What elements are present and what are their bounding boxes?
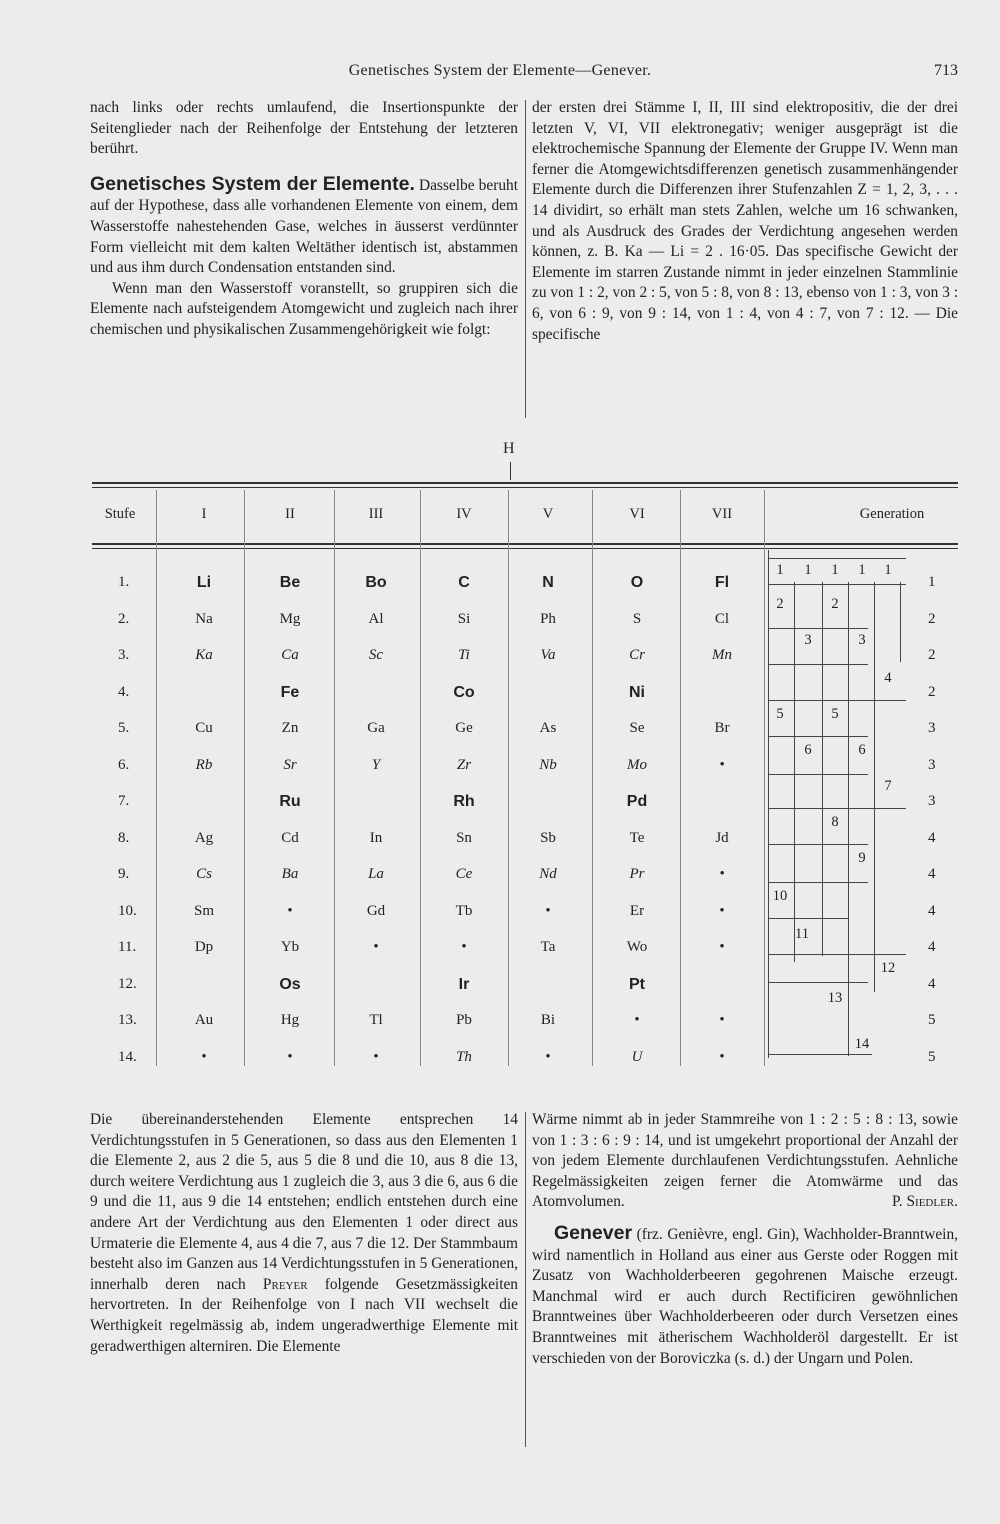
element-symbol: Sc: [368, 647, 384, 663]
element-symbol: Sm: [193, 902, 214, 919]
tree-number: 6: [804, 742, 812, 758]
element-symbol: Ca: [281, 647, 299, 663]
running-title: Genetisches System der Elemente—Genever.: [348, 62, 652, 79]
stufe-number: 4.: [118, 683, 130, 700]
stufe-number: 6.: [118, 756, 130, 773]
table-rule: [92, 487, 958, 488]
tree-number: 7: [884, 778, 892, 794]
element-symbol: Sr: [283, 756, 297, 773]
generation-number: 4: [928, 939, 936, 955]
element-symbol: Fe: [280, 683, 300, 701]
tree-line: [768, 808, 906, 809]
generation-number: 2: [928, 683, 936, 700]
element-symbol: •: [719, 1048, 725, 1065]
tree-number: 2: [831, 596, 839, 612]
element-symbol: Sb: [540, 829, 556, 846]
element-symbol: Nd: [539, 866, 557, 882]
stufe-number: 2.: [118, 610, 130, 627]
tree-number: 3: [858, 632, 866, 648]
tree-line: [768, 982, 868, 983]
stufe-number: 7.: [118, 793, 130, 809]
author-name: Preyer: [262, 1275, 308, 1293]
element-symbol: Ir: [458, 975, 470, 993]
element-symbol: Na: [195, 610, 213, 627]
generation-number: 5: [928, 1012, 936, 1028]
element-symbol: Cu: [195, 720, 213, 736]
tree-line: [768, 736, 868, 737]
element-symbol: •: [287, 1048, 293, 1065]
paragraph: [532, 1223, 958, 1369]
tree-line: [768, 558, 906, 559]
element-symbol: Ta: [540, 939, 556, 955]
tree-number: 3: [804, 632, 812, 648]
element-symbol: Ka: [195, 647, 213, 663]
tree-line: [768, 954, 906, 955]
element-symbol: Cs: [196, 866, 212, 882]
paragraph: der ersten drei Stämme I, II, III sind elektropositiv, die der drei letzten V, VI, VII elektronegativ; weniger ausgeprägt ist die elektrochemische Spannung der Elemente der Gruppe IV. Wenn man ferner die Atomgewichtsdifferenzen genetisch zusammenhängender Elemente durch die Differenzen ihrer Stufenzahlen Z = 1, 2, 3, . . . 14 dividirt, so erhält man stets Zahlen, welche um 16 schwanken, und als Ausdruck des Grades der Verdichtung angesehen werden können, z. B. Ka — Li = 2 . 16·05. Das specifische Gewicht der Elemente im starren Zustande nimmt in jeder einzelnen Stammlinie zu von 1 : 2, von 2 : 5, von 5 : 8, von 8 : 13, ebenso von 1 : 3, von 3 : 6, von 6 : 9, von 9 : 14, von 1 : 4, von 4 : 7, von 7 : 12. — Die specifische: [532, 99, 958, 343]
tree-number: 1: [884, 562, 892, 578]
element-symbol: Ge: [455, 720, 473, 736]
element-symbol: Cd: [281, 829, 299, 846]
column-header: V: [542, 506, 554, 522]
column-divider: [525, 100, 526, 418]
paragraph-text: Die übereinanderstehenden Elemente entsprechen 14 Verdichtungsstufen in 5 Generationen, so dass aus den Elementen 1 die Elemente 2, aus 2 die 5, aus 5 die 8 und die 10, aus 8 die 13, durch weitere Verdichtung aus 1 zugleich die 3, aus 3 die 6, aus 6 die 9 und die 11, aus 9 die 14 entstehen; endlich entstehen durch eine andere Art der Verdichtung aus den Elementen 1 oder direct aus Urmaterie die Elemente 4, aus 4 die 7, aus 7 die 12. Der Stammbaum besteht also im Ganzen aus 14 Verdichtungsstufen in 5 Generationen, innerhalb deren nach: [90, 1111, 518, 1293]
element-symbol: Cr: [629, 647, 645, 663]
column-divider: [525, 1112, 526, 1447]
element-symbol: Ti: [458, 647, 470, 663]
column-header: VI: [629, 506, 645, 522]
column-separator: [420, 490, 421, 1066]
right-column-top: [532, 98, 958, 345]
element-symbol: Os: [279, 975, 301, 993]
generation-number: 5: [928, 1048, 936, 1065]
element-symbol: Pb: [456, 1012, 472, 1028]
column-separator: [508, 490, 509, 1066]
entry-heading: Genever: [554, 1221, 633, 1244]
element-symbol: Wo: [626, 939, 648, 955]
element-symbol: •: [461, 939, 467, 955]
element-symbol: Bi: [540, 1012, 556, 1028]
generation-number: 4: [928, 902, 936, 919]
element-symbol: Se: [629, 720, 645, 736]
tree-line: [768, 774, 868, 775]
element-symbol: Al: [368, 610, 384, 627]
left-column-bottom: [90, 1110, 518, 1357]
element-symbol: Tl: [369, 1012, 383, 1028]
element-symbol: •: [634, 1012, 640, 1028]
element-symbol: •: [373, 939, 379, 955]
element-symbol: •: [287, 902, 293, 919]
element-table: [92, 478, 958, 1078]
stufe-number: 9.: [118, 866, 130, 882]
element-symbol: Bo: [365, 574, 387, 591]
generation-number: 1: [928, 574, 936, 590]
stufe-number: 5.: [118, 720, 130, 736]
generation-number: 2: [928, 610, 936, 627]
author-signature: P. Siedler.: [891, 1193, 958, 1211]
page-header: [0, 62, 1000, 86]
tree-number: 8: [831, 814, 839, 830]
element-symbol: Ru: [279, 793, 301, 810]
element-symbol: •: [719, 902, 725, 919]
element-symbol: C: [458, 574, 470, 591]
element-symbol: •: [719, 866, 725, 882]
element-symbol: As: [539, 720, 557, 736]
paragraph-text: folgende Gesetzmässigkeiten hervortreten. In der Reihenfolge von I nach VII wechselt die Werthigkeit regelmässig ab, indem ungeradwerthige Elemente mit geradwerthigen alterniren. Die Elemente: [90, 1275, 518, 1355]
column-separator: [764, 490, 765, 1066]
tree-line: [768, 918, 848, 919]
tree-number: 11: [795, 926, 809, 942]
tree-number: 14: [854, 1036, 870, 1052]
generation-number: 2: [928, 647, 936, 663]
element-symbol: In: [369, 829, 383, 846]
element-symbol: Jd: [715, 829, 729, 846]
element-symbol: •: [545, 1048, 551, 1065]
element-symbol: Au: [194, 1012, 214, 1028]
element-symbol: •: [201, 1048, 207, 1065]
element-symbol: Er: [629, 902, 645, 919]
stufe-number: 13.: [118, 1012, 137, 1028]
tree-number: 6: [858, 742, 866, 758]
element-symbol: Nb: [539, 756, 557, 773]
element-symbol: O: [630, 574, 644, 591]
paragraph-text: Dasselbe beruht auf der Hypothese, dass alle vorhandenen Elemente von einem, dem Wasserstoffe nahestehenden Gase, welches in äusserst verdünnter Form vielleicht mit dem kalten Weltäther identisch ist, abstammen und aus ihm durch Condensation entstanden sind.: [90, 176, 518, 277]
generation-number: 3: [928, 756, 936, 773]
column-separator: [244, 490, 245, 1066]
tree-number: 1: [831, 562, 839, 578]
stufe-number: 8.: [118, 829, 130, 846]
element-symbol: Dp: [194, 939, 214, 955]
element-symbol: Va: [540, 647, 556, 663]
column-separator: [592, 490, 593, 1066]
column-header: III: [368, 506, 384, 522]
paragraph-text: (frz. Genièvre, engl. Gin), Wachholder-Branntwein, wird namentlich in Holland aus einer aus Gerste oder Roggen mit Zusatz von Wachholderbeeren gegohrenen Maische erzeugt. Manchmal wird er auch durch Rectificiren gewöhnlichen Branntweines über Wachholderbeeren oder durch Versetzen eines Branntweines mit ätherischem Wachholderöl dargestellt. Er ist verschieden von der Boroviczka (s. d.) der Ungarn und Polen.: [532, 1225, 958, 1367]
column-header: IV: [456, 506, 472, 522]
element-symbol: Mg: [279, 610, 301, 627]
generation-number: 4: [928, 829, 936, 846]
element-symbol: Tb: [455, 902, 473, 919]
element-symbol: Pt: [629, 975, 645, 993]
element-symbol: Mn: [712, 647, 732, 663]
tree-number: 13: [827, 990, 843, 1006]
element-symbol: Hg: [280, 1012, 300, 1028]
tree-line: [822, 582, 823, 956]
element-symbol: N: [542, 574, 554, 591]
left-column-top: [90, 98, 518, 341]
element-symbol: La: [368, 866, 384, 882]
column-header: Stufe: [104, 506, 136, 522]
tree-number: 4: [884, 670, 892, 686]
tree-line: [768, 628, 868, 629]
tree-line: [768, 550, 769, 1058]
element-symbol: Mo: [627, 756, 647, 773]
tree-line: [848, 582, 849, 1056]
tree-number: 10: [772, 888, 788, 904]
element-symbol: Pr: [629, 866, 645, 882]
tree-line: [768, 1054, 872, 1055]
element-symbol: Fl: [714, 574, 730, 591]
paragraph-text: Wärme nimmt ab in jeder Stammreihe von 1 : 2 : 5 : 8 : 13, sowie von 1 : 3 : 6 : 9 : 14, und ist umgekehrt proportional der Anzahl der von jedem Elemente durchlaufenen Verdichtungsstufen. Aehnliche Regelmässigkeiten zeigen ferner die Atomwärme und das Atomvolumen.: [532, 1111, 958, 1211]
table-rule: [92, 543, 958, 545]
element-symbol: •: [373, 1048, 379, 1065]
element-symbol: •: [719, 1012, 725, 1028]
element-symbol: Zr: [456, 756, 472, 773]
generation-number: 4: [928, 866, 936, 882]
element-symbol: Rh: [453, 793, 475, 810]
column-header: Generation: [859, 506, 925, 522]
element-symbol: •: [719, 756, 725, 773]
column-separator: [334, 490, 335, 1066]
element-symbol: Te: [629, 829, 645, 846]
element-symbol: Yb: [280, 939, 300, 955]
element-symbol: •: [719, 939, 725, 955]
tree-line: [794, 582, 795, 962]
stufe-number: 1.: [118, 574, 130, 590]
column-header: I: [201, 506, 207, 522]
tree-number: 5: [776, 706, 784, 722]
paragraph: [532, 1110, 958, 1213]
table-rule: [92, 548, 958, 549]
tree-number: 5: [831, 706, 839, 722]
element-symbol: Be: [279, 574, 301, 591]
element-symbol: S: [632, 610, 642, 627]
stufe-number: 12.: [118, 975, 137, 992]
tree-number: 1: [858, 562, 866, 578]
element-symbol: Gd: [366, 902, 386, 919]
tree-line: [900, 582, 901, 662]
tree-line: [768, 584, 906, 585]
tree-number: 9: [858, 850, 866, 866]
element-symbol: Li: [196, 574, 212, 591]
right-column-bottom: [532, 1110, 958, 1369]
element-symbol: Ga: [367, 720, 385, 736]
element-symbol: Sn: [456, 829, 472, 846]
tree-line: [768, 844, 868, 845]
element-symbol: Co: [453, 683, 475, 701]
hydrogen-label: H: [503, 440, 515, 457]
element-symbol: Pd: [626, 793, 648, 810]
column-header: VII: [711, 506, 733, 522]
element-symbol: Ce: [455, 866, 473, 882]
paragraph: [90, 174, 518, 279]
tree-line: [768, 664, 868, 665]
paragraph: nach links oder rechts umlaufend, die Insertionspunkte der Seitenglieder nach der Reihenfolge der Entstehung der letzteren berührt.: [90, 99, 518, 158]
tree-line: [768, 882, 868, 883]
element-symbol: Ph: [540, 610, 556, 627]
element-symbol: Y: [371, 756, 381, 773]
generation-number: 3: [928, 793, 936, 809]
element-symbol: Br: [714, 720, 730, 736]
element-symbol: Cl: [714, 610, 730, 627]
element-symbol: U: [631, 1048, 643, 1065]
tree-line: [874, 582, 875, 992]
paragraph: Wenn man den Wasserstoff voranstellt, so gruppiren sich die Elemente nach aufsteigendem Atomgewicht und zugleich nach ihrer chemischen und physikalischen Zusammengehörigkeit wie folgt:: [90, 279, 518, 338]
element-symbol: Ba: [281, 866, 299, 882]
element-symbol: Si: [457, 610, 471, 627]
stufe-number: 11.: [118, 939, 137, 955]
tree-number: 1: [804, 562, 812, 578]
element-symbol: Zn: [281, 720, 299, 736]
page-number: 713: [934, 62, 958, 79]
tree-number: 2: [776, 596, 784, 612]
stufe-number: 10.: [118, 902, 137, 919]
element-symbol: Rb: [195, 756, 213, 773]
stufe-number: 14.: [118, 1048, 137, 1065]
element-symbol: Ag: [194, 829, 214, 846]
stufe-number: 3.: [118, 647, 130, 663]
column-separator: [680, 490, 681, 1066]
column-header: II: [285, 506, 295, 522]
tree-line: [768, 700, 906, 701]
column-separator: [156, 490, 157, 1066]
element-symbol: Th: [456, 1048, 472, 1065]
paragraph: [90, 1110, 518, 1357]
tree-number: 12: [880, 960, 896, 976]
element-symbol: •: [545, 902, 551, 919]
table-rule: [92, 482, 958, 484]
generation-number: 3: [928, 720, 936, 736]
element-symbol: Ni: [629, 683, 645, 701]
section-heading: Genetisches System der Elemente.: [90, 172, 415, 195]
generation-number: 4: [928, 975, 936, 992]
tree-number: 1: [776, 562, 784, 578]
